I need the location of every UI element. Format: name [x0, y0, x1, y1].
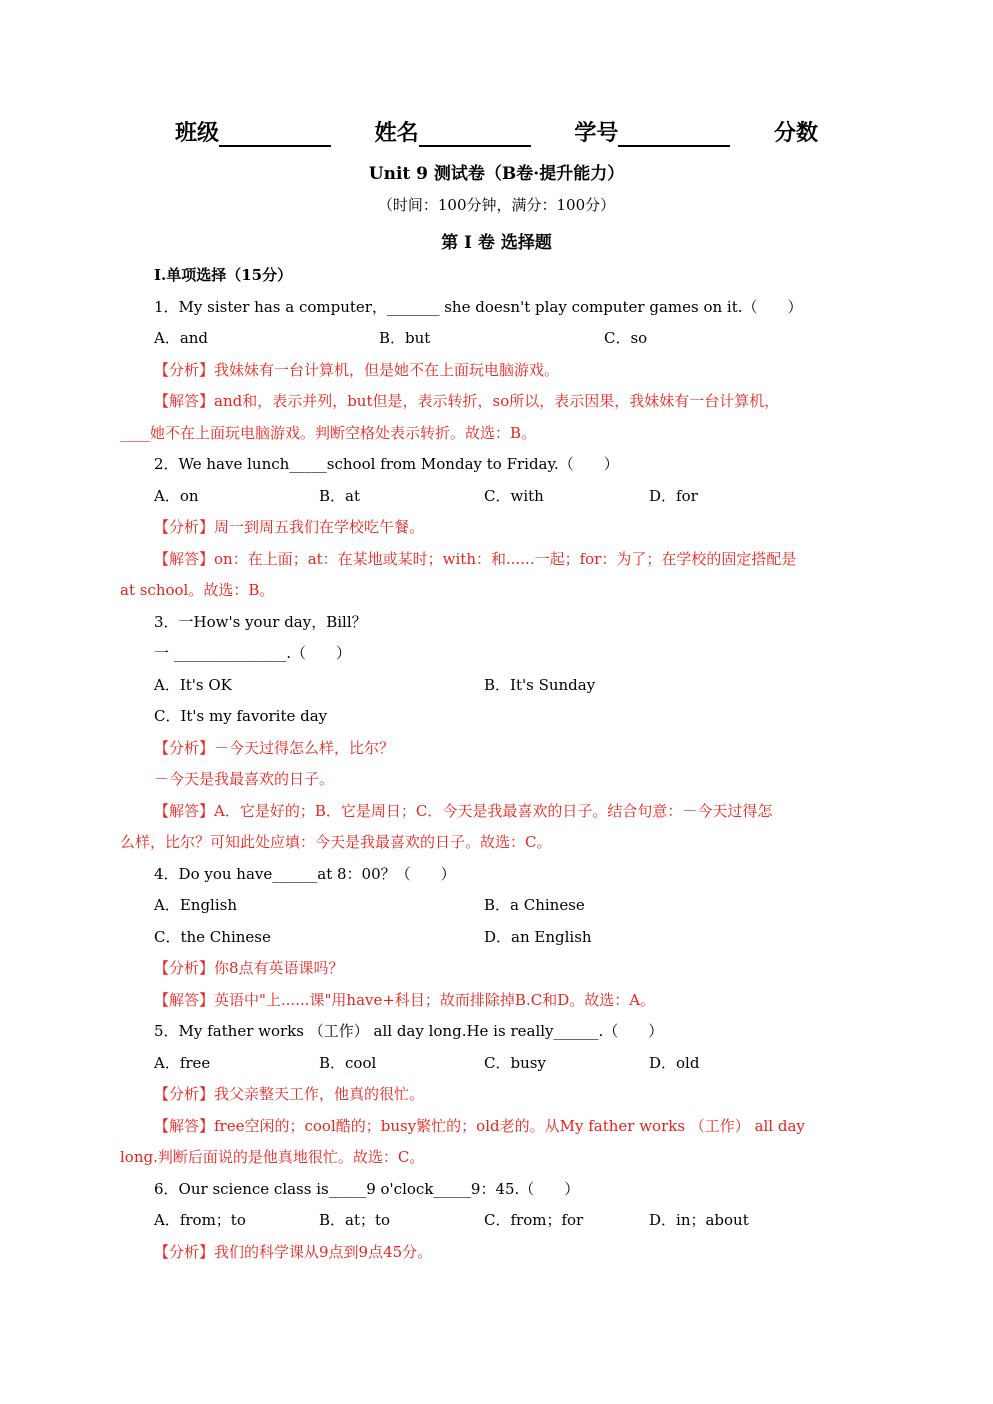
question-stem-response: 一 _______________.（ ） [154, 644, 352, 662]
option: D．for [649, 486, 698, 505]
answer-text: 【解答】英语中"上......课"用have+科目；故而排除掉B.C和D。故选：A。 [154, 990, 656, 1009]
options-row [120, 701, 884, 733]
class-label: 班级 [174, 120, 219, 146]
option: B．at；to [319, 1211, 391, 1229]
option: C．the Chinese [154, 927, 271, 946]
name-label: 姓名 [374, 120, 419, 146]
student-info-row [0, 116, 993, 147]
option: B．cool [319, 1053, 377, 1072]
part-heading: 第 I 卷 选择题 [441, 233, 552, 253]
option: A．English [154, 896, 237, 914]
option: B．It's Sunday [484, 675, 596, 694]
analysis-text: 【分析】周一到周五我们在学校吃午餐。 [154, 518, 425, 536]
options-row [120, 890, 884, 922]
analysis-text: 【分析】－今天过得怎么样，比尔？ [154, 738, 395, 757]
options-row [120, 481, 884, 513]
answer-text: 【解答】and和，表示并列，but但是，表示转折，so所以，表示因果，我妹妹有一台计算机， [154, 392, 780, 410]
option: C．from；for [484, 1211, 584, 1229]
option: C．It's my favorite day [154, 707, 328, 725]
options-row [120, 670, 884, 702]
question-stem: 5．My father works （工作） all day long.He is really______.（ ） [154, 1022, 664, 1040]
options-row [120, 323, 884, 355]
question-stem: 6．Our science class is_____9 o'clock_____9：45.（ ） [154, 1179, 580, 1198]
option: D．an English [484, 927, 592, 946]
name-field [375, 116, 531, 147]
options-row [120, 922, 884, 954]
score-field [774, 116, 818, 147]
question-stem: 1．My sister has a computer，_______ she doesn't play computer games on it.（ ） [154, 297, 803, 316]
analysis-text: 【分析】我们的科学课从9点到9点45分。 [154, 1242, 433, 1261]
answer-text-cont: long.判断后面说的是他真地很忙。故选：C。 [120, 1148, 425, 1166]
name-blank[interactable] [419, 123, 531, 147]
option: A．It's OK [154, 675, 232, 694]
answer-text: 【解答】on：在上面；at：在某地或某时；with：和......一起；for：为了；在学校的固定搭配是 [154, 549, 797, 568]
options-row [120, 1048, 884, 1080]
option: A．on [154, 486, 199, 505]
answer-text: 【解答】free空闲的；cool酷的；busy繁忙的；old老的。从My father works （工作） all day [154, 1116, 805, 1135]
answer-text-cont: 么样，比尔？可知此处应填：今天是我最喜欢的日子。故选：C。 [120, 833, 552, 851]
score-label: 分数 [774, 120, 819, 146]
options-row [120, 1205, 884, 1237]
option: A．free [154, 1053, 211, 1072]
section-heading: I.单项选择（15分） [154, 266, 293, 284]
option: D．old [649, 1053, 700, 1072]
option: C．so [604, 329, 648, 347]
class-field [175, 116, 331, 147]
answer-text: 【解答】A．它是好的；B．它是周日；C．今天是我最喜欢的日子。结合句意：－今天过得怎 [154, 801, 773, 820]
option: A．and [154, 329, 209, 347]
question-stem: 4．Do you have______at 8：00？（ ） [154, 864, 456, 883]
question-stem: 3．一How's your day，Bill？ [154, 612, 367, 631]
analysis-text: 【分析】我妹妹有一台计算机，但是她不在上面玩电脑游戏。 [154, 360, 560, 379]
analysis-text: 【分析】你8点有英语课吗？ [154, 959, 344, 977]
option: B．but [379, 329, 431, 347]
option: B．at [319, 486, 360, 505]
student-id-blank[interactable] [618, 123, 730, 147]
student-id-label: 学号 [574, 120, 619, 146]
answer-text-cont: ____她不在上面玩电脑游戏。判断空格处表示转折。故选：B。 [120, 423, 537, 442]
option: A．from；to [154, 1211, 246, 1229]
option: C．busy [484, 1053, 546, 1072]
student-id-field [574, 116, 730, 147]
exam-content [120, 260, 884, 1268]
exam-title: Unit 9 测试卷（B卷·提升能力） [368, 164, 625, 184]
option: B．a Chinese [484, 896, 585, 914]
analysis-text: 【分析】我父亲整天工作，他真的很忙。 [154, 1085, 425, 1103]
option: C．with [484, 486, 544, 505]
option: D．in；about [649, 1211, 749, 1229]
exam-subtitle: （时间：100分钟，满分：100分） [377, 196, 616, 214]
analysis-text-cont: －今天是我最喜欢的日子。 [154, 770, 335, 788]
question-stem: 2．We have lunch_____school from Monday to Friday.（ ） [154, 455, 619, 473]
class-blank[interactable] [219, 123, 331, 147]
answer-text-cont: at school。故选：B。 [120, 581, 275, 599]
